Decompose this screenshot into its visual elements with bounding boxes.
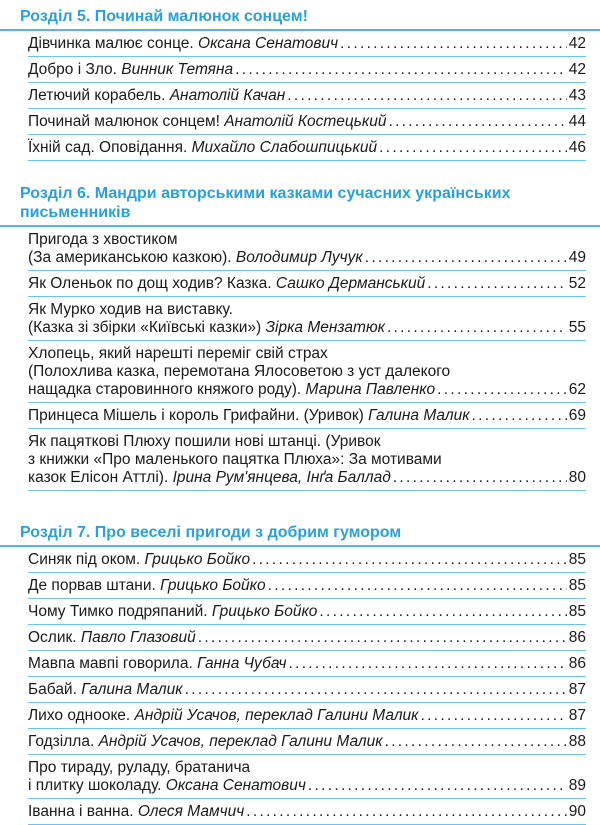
entry-text	[28, 87, 285, 105]
entry-last-line	[28, 275, 586, 293]
entry-last-line	[28, 87, 586, 105]
entry-author: Марина Павленко	[305, 381, 436, 398]
entry-last-line	[28, 249, 586, 267]
entry-last-line	[28, 707, 586, 725]
page-number: 52	[568, 275, 586, 292]
entry-last-line	[28, 577, 586, 595]
page-number: 85	[568, 551, 586, 568]
entry-author: Галина Малик	[368, 407, 470, 424]
toc-entry	[28, 651, 586, 677]
section-title: Розділ 6. Мандри авторськими казками сучасних українських письменників	[20, 185, 511, 221]
toc-entry	[28, 799, 586, 825]
entry-text	[28, 803, 244, 821]
entry-author: Володимир Лучук	[235, 249, 363, 266]
dot-leader	[365, 249, 567, 267]
toc-entry	[28, 227, 586, 271]
entry-author: Андрій Усачов, переклад Галини Малик	[134, 707, 419, 724]
dot-leader	[287, 87, 567, 105]
entry-text	[28, 577, 266, 595]
entry-text	[28, 381, 435, 399]
entry-last-line	[28, 139, 586, 157]
entry-title-line: Про тираду, руладу, братанича	[28, 759, 251, 776]
entry-title: Синяк під оком.	[28, 551, 145, 568]
entry-text	[28, 551, 250, 569]
page-number: 44	[568, 113, 586, 130]
entry-author: Грицько Бойко	[160, 577, 266, 594]
entry-author: Зірка Мензатюк	[265, 319, 385, 336]
entry-author: Олеся Мамчич	[137, 803, 245, 820]
entry-text	[28, 777, 306, 795]
entry-title-line: Як пацяткові Плюху пошили нові штанці. (Уривок	[28, 433, 381, 450]
dot-leader	[385, 733, 567, 751]
dot-leader	[472, 407, 567, 425]
entry-last-line	[28, 319, 586, 337]
entry-title-line: Пригода з хвостиком	[28, 231, 178, 248]
toc-entry	[28, 57, 586, 83]
dot-leader	[246, 803, 567, 821]
entry-title: Мавпа мавпі говорила.	[28, 655, 198, 672]
entry-author: Анатолій Качан	[169, 87, 286, 104]
entry-last-line	[28, 655, 586, 673]
toc-entry	[28, 729, 586, 755]
entry-text	[28, 469, 391, 487]
toc-entry	[28, 135, 586, 161]
entry-author: Грицько Бойко	[144, 551, 251, 568]
entry-list	[0, 227, 600, 491]
toc-entry	[28, 429, 586, 491]
page-number: 85	[568, 577, 586, 594]
entry-title-line: Як Мурко ходив на виставку.	[28, 301, 233, 318]
entry-author: Галина Малик	[81, 681, 183, 698]
entry-text	[28, 275, 425, 293]
entry-title-line: Хлопець, який нарешті переміг свій страх	[28, 345, 328, 362]
entry-last-line	[28, 381, 586, 399]
entry-title: Ослик.	[28, 629, 81, 646]
entry-title: Годзілла.	[28, 733, 99, 750]
toc-entry	[28, 83, 586, 109]
entry-last-line	[28, 551, 586, 569]
entry-author: Михайло Слабошпицький	[191, 139, 378, 156]
toc-entry	[28, 599, 586, 625]
dot-leader	[421, 707, 567, 725]
section-6	[0, 184, 600, 491]
toc-entry	[28, 547, 586, 573]
entry-title: Добро і Зло.	[28, 61, 122, 78]
page-number: 42	[568, 61, 586, 78]
entry-text	[28, 319, 385, 337]
page-number: 43	[568, 87, 586, 104]
entry-last-line	[28, 777, 586, 795]
entry-list	[0, 547, 600, 825]
entry-title: Бабай.	[28, 681, 82, 698]
dot-leader	[427, 275, 567, 293]
dot-leader	[319, 603, 566, 621]
page-number: 89	[568, 777, 586, 794]
entry-last-line	[28, 407, 586, 425]
toc-entry	[28, 271, 586, 297]
entry-title: Іванна і ванна.	[28, 803, 138, 820]
entry-title: Їхній сад. Оповідання.	[28, 139, 192, 156]
dot-leader	[198, 629, 567, 647]
entry-title: Чому Тимко подряпаний.	[28, 603, 212, 620]
entry-text	[28, 629, 196, 647]
entry-author: Ганна Чубач	[197, 655, 287, 672]
page-number: 42	[568, 35, 586, 52]
entry-author: Грицько Бойко	[211, 603, 318, 620]
dot-leader	[388, 113, 566, 131]
entry-title: Дівчинка малює сонце.	[28, 35, 199, 52]
page-number: 62	[568, 381, 586, 398]
entry-title-line: (Полохлива казка, перемотана Ялосоветою з уст далекого	[28, 363, 451, 380]
entry-text	[28, 139, 377, 157]
entry-title: Як Оленьок по дощ ходив? Казка.	[28, 275, 276, 292]
dot-leader	[252, 551, 567, 569]
entry-title: (Казка зі збірки «Київські казки»)	[28, 319, 266, 336]
entry-author: Андрій Усачов, переклад Галини Малик	[98, 733, 383, 750]
page-number: 85	[568, 603, 586, 620]
toc-entry	[28, 625, 586, 651]
entry-text	[28, 733, 383, 751]
entry-title: Летючий корабель.	[28, 87, 170, 104]
dot-leader	[268, 577, 567, 595]
page-number: 88	[568, 733, 586, 750]
entry-text	[28, 681, 183, 699]
toc-entry	[28, 297, 586, 341]
entry-author: Ірина Рум'янцева, Інґа Баллад	[172, 469, 391, 486]
entry-last-line	[28, 733, 586, 751]
entry-text	[28, 61, 233, 79]
entry-author: Павло Глазовий	[80, 629, 196, 646]
page-number: 49	[568, 249, 586, 266]
page-number: 69	[568, 407, 586, 424]
toc-entry	[28, 703, 586, 729]
toc-entry	[28, 341, 586, 403]
entry-last-line	[28, 803, 586, 821]
entry-last-line	[28, 113, 586, 131]
entry-text	[28, 249, 363, 267]
dot-leader	[288, 655, 566, 673]
entry-title: Принцеса Мішель і король Грифайни. (Уривок)	[28, 407, 369, 424]
entry-text	[28, 35, 338, 53]
page-number: 46	[568, 139, 586, 156]
entry-title: Починай малюнок сонцем!	[28, 113, 225, 130]
entry-last-line	[28, 629, 586, 647]
entry-text	[28, 603, 317, 621]
entry-last-line	[28, 603, 586, 621]
toc-entry	[28, 109, 586, 135]
entry-author: Сашко Дерманський	[275, 275, 426, 292]
entry-last-line	[28, 61, 586, 79]
toc-entry	[28, 403, 586, 429]
toc-entry	[28, 573, 586, 599]
entry-last-line	[28, 35, 586, 53]
toc-entry	[28, 31, 586, 57]
entry-text	[28, 655, 286, 673]
page-number: 80	[568, 469, 586, 486]
dot-leader	[393, 469, 567, 487]
entry-last-line	[28, 681, 586, 699]
dot-leader	[340, 35, 567, 53]
dot-leader	[185, 681, 567, 699]
entry-author: Винник Тетяна	[121, 61, 234, 78]
entry-text	[28, 113, 386, 131]
section-title: Розділ 5. Починай малюнок сонцем!	[20, 8, 308, 25]
dot-leader	[235, 61, 567, 79]
entry-title: (За американською казкою).	[28, 249, 236, 266]
toc-entry	[28, 677, 586, 703]
entry-title: казок Елісон Аттлі).	[28, 469, 173, 486]
page-number: 55	[568, 319, 586, 336]
dot-leader	[387, 319, 567, 337]
page-number: 86	[568, 655, 586, 672]
page-number: 87	[568, 707, 586, 724]
entry-list	[0, 31, 600, 161]
entry-text	[28, 407, 470, 425]
section-7	[0, 523, 600, 825]
page-number: 86	[568, 629, 586, 646]
entry-author: Анатолій Костецький	[224, 113, 387, 130]
entry-author: Оксана Сенатович	[198, 35, 339, 52]
section-title: Розділ 7. Про веселі пригоди з добрим гумором	[20, 524, 402, 541]
toc-entry	[28, 755, 586, 799]
dot-leader	[308, 777, 567, 795]
page-number: 87	[568, 681, 586, 698]
dot-leader	[379, 139, 567, 157]
entry-title: Лихо одноокe.	[28, 707, 135, 724]
entry-last-line	[28, 469, 586, 487]
entry-title-line: з книжки «Про маленького пацятка Плюха»: За мотивами	[28, 451, 442, 468]
entry-text	[28, 707, 419, 725]
entry-title: і плитку шоколаду.	[28, 777, 166, 794]
page-number: 90	[568, 803, 586, 820]
section-5	[0, 7, 600, 161]
entry-title: Де порвав штани.	[28, 577, 161, 594]
entry-title: нащадка старовинного княжого роду).	[28, 381, 306, 398]
dot-leader	[437, 381, 567, 399]
entry-author: Оксана Сенатович	[165, 777, 306, 794]
